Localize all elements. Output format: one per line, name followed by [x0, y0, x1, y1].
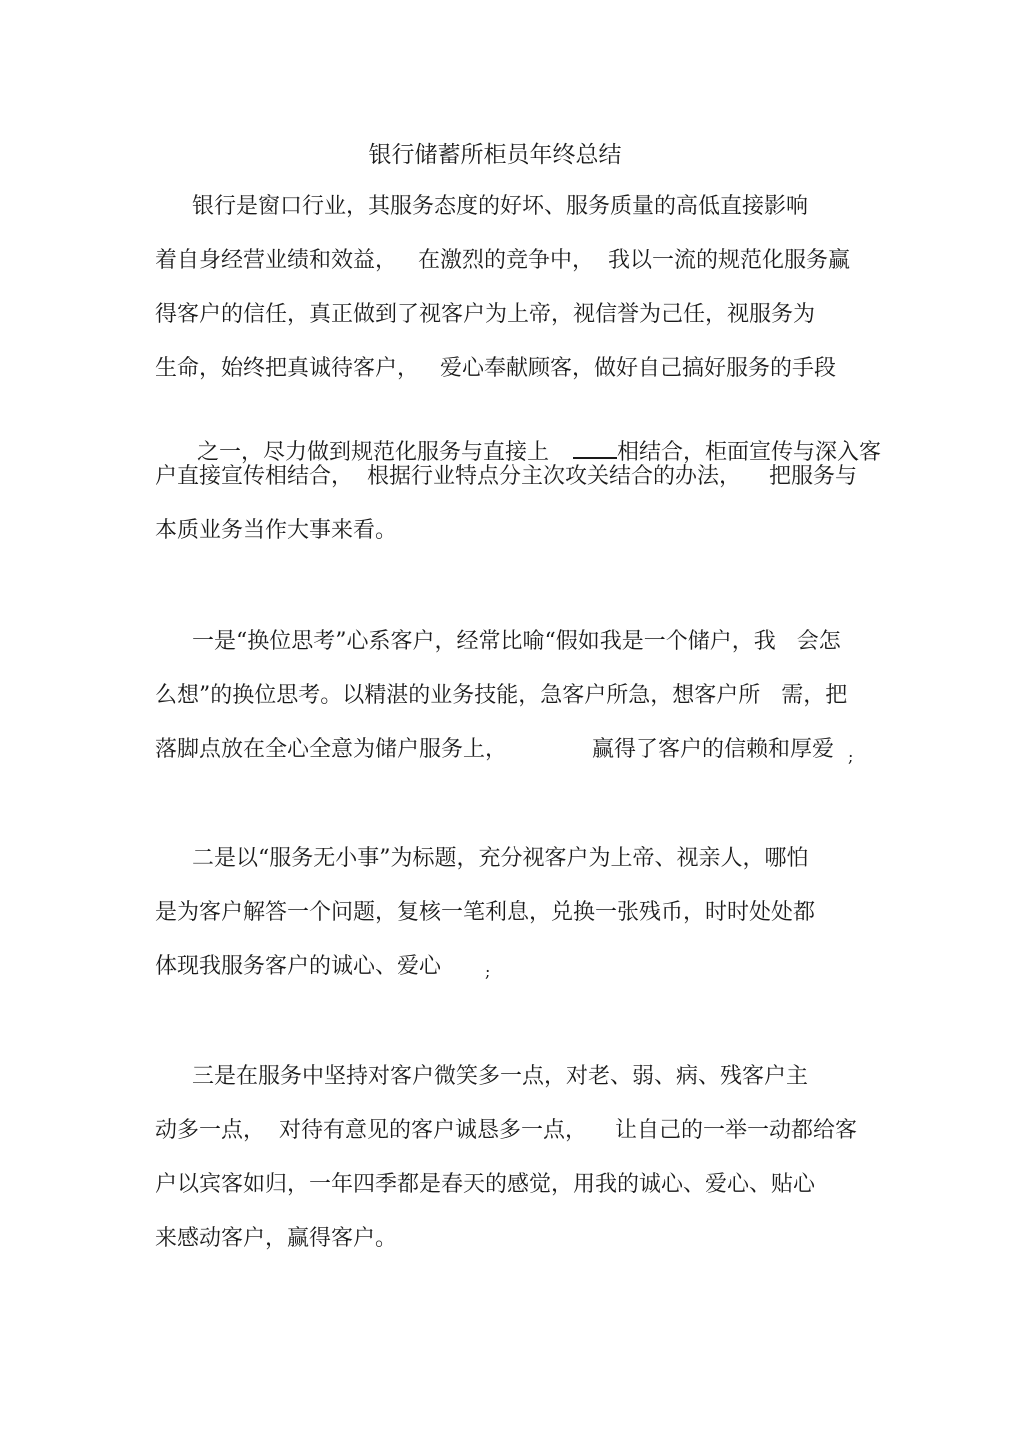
- text-segment: 体现我服务客户的诚心、爱心: [155, 954, 442, 979]
- text-segment: 落脚点放在全心全意为储户服务上，: [155, 737, 508, 762]
- text-line: 户直接宣传相结合， 根据行业特点分主次攻关结合的办法， 把服务与: [155, 464, 857, 489]
- blank-underline: [573, 439, 617, 459]
- text-line: [155, 735, 507, 765]
- text-line: 着自身经营业绩和效益， 在激烈的竞争中， 我以一流的规范化服务赢: [155, 248, 850, 273]
- text-segment: ;: [485, 962, 491, 981]
- text-line: 一是“换位思考”心系客户，经常比喻“假如我是一个储户，我 会怎: [192, 629, 841, 654]
- text-line: 么想”的换位思考。以精湛的业务技能，急客户所急，想客户所 需，把: [155, 683, 848, 708]
- text-line: 二是以“服务无小事”为标题，充分视客户为上帝、视亲人，哪怕: [192, 846, 809, 871]
- text-segment: 之一，尽力做到规范化服务与直接上: [196, 440, 549, 465]
- text-line: 本质业务当作大事来看。: [155, 518, 398, 543]
- text-segment: 赢得了客户的信赖和厚爱: [592, 737, 835, 762]
- text-line: 生命，始终把真诚待客户， 爱心奉献顾客，做好自己搞好服务的手段: [155, 356, 836, 381]
- text-line: 是为客户解答一个问题，复核一笔利息，兑换一张残币，时时处处都: [155, 900, 816, 925]
- text-line: [592, 735, 853, 766]
- text-line: 动多一点， 对待有意见的客户诚恳多一点， 让自己的一举一动都给客: [155, 1118, 857, 1143]
- text-line: 银行是窗口行业，其服务态度的好坏、服务质量的高低直接影响: [192, 194, 809, 219]
- text-line: 得客户的信任，真正做到了视客户为上帝，视信誉为己任，视服务为: [155, 302, 816, 327]
- text-line: 三是在服务中坚持对客户微笑多一点，对老、弱、病、残客户主: [192, 1064, 809, 1089]
- text-line: [155, 952, 490, 983]
- text-line: 来感动客户，赢得客户。: [155, 1226, 398, 1251]
- document-title: 银行储蓄所柜员年终总结: [368, 142, 622, 168]
- text-line: 户以宾客如归，一年四季都是春天的感觉，用我的诚心、爱心、贴心: [155, 1172, 816, 1197]
- text-segment: ;: [848, 747, 854, 766]
- text-segment: 相结合，柜面宣传与深入客: [616, 440, 881, 465]
